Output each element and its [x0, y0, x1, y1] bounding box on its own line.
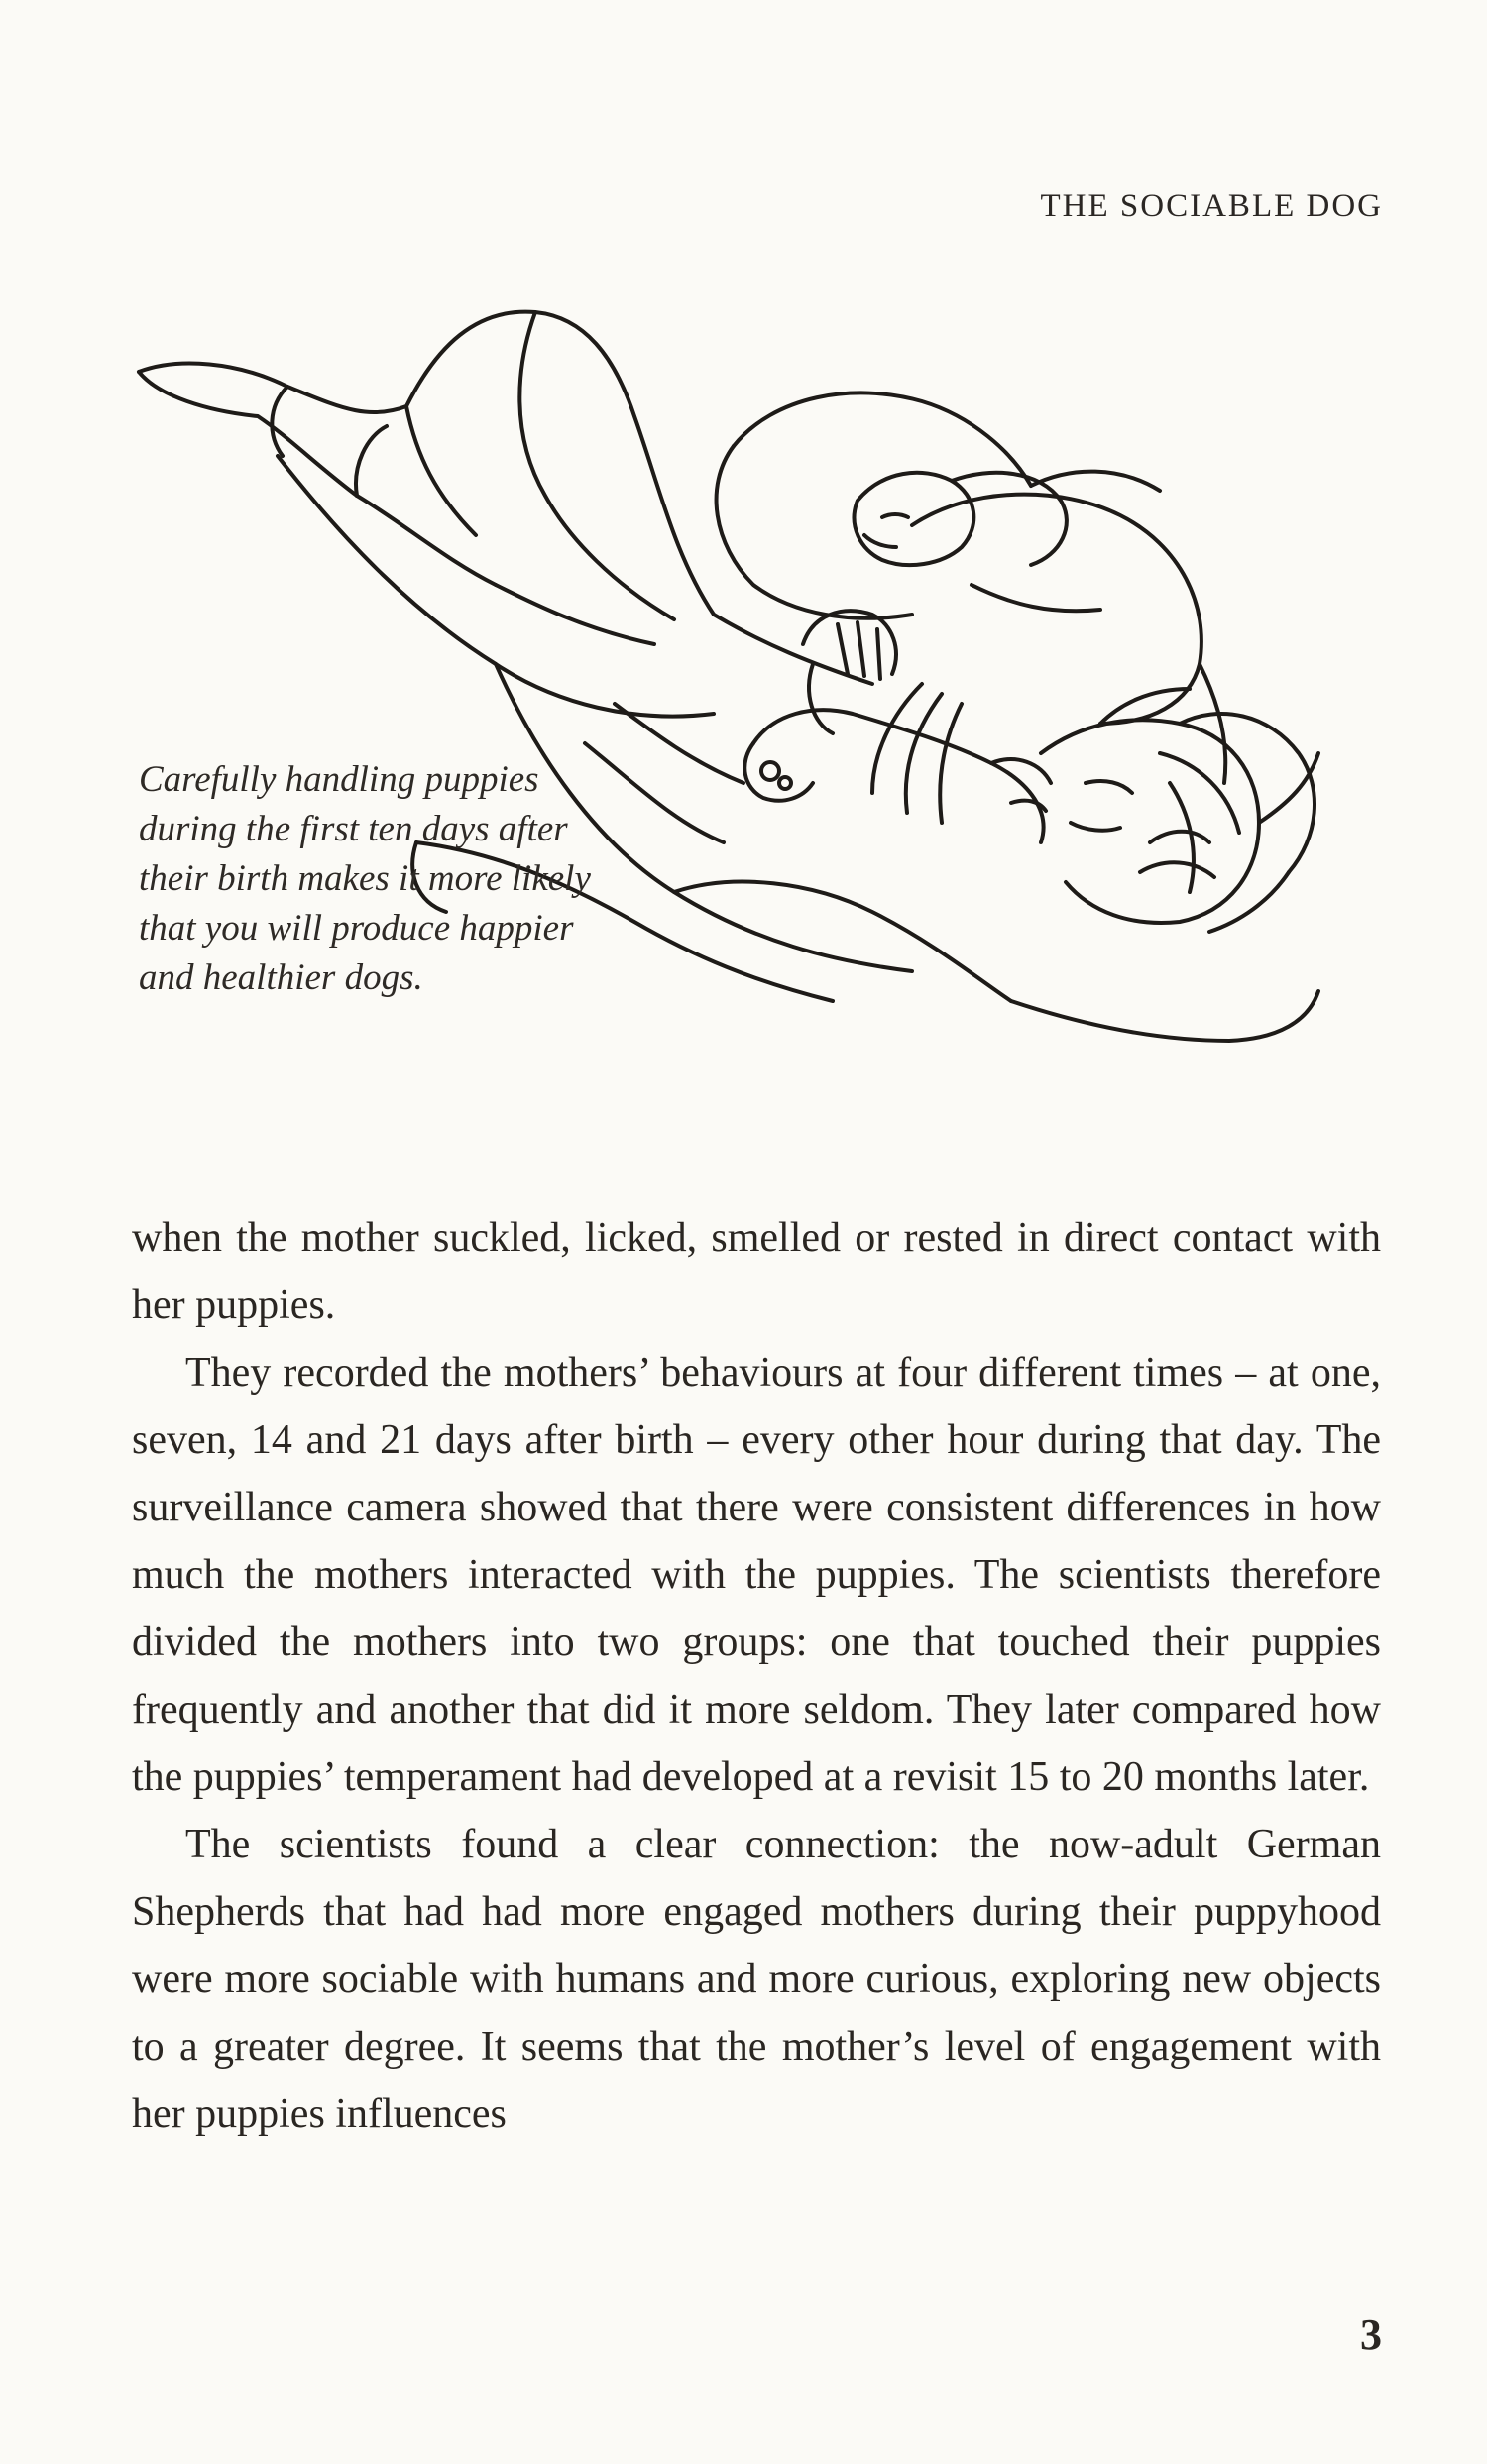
paragraph: The scientists found a clear connection: the now-adult German Shepherds that had had more engaged mothers during their puppyhood were more sociable with humans and more curious, exploring new objects to a greater degree. It seems that the mother’s level of engagement with her puppies influences [132, 1822, 1381, 2137]
body-text [132, 1204, 1381, 2148]
page-number: 3 [1360, 2310, 1382, 2359]
paragraph: when the mother suckled, licked, smelled or rested in direct contact with her puppies. [132, 1215, 1381, 1328]
running-head: THE SOCIABLE DOG [1040, 188, 1383, 224]
figure-caption: Carefully handling puppies during the first ten days after their birth makes it more likely that you will produce happier and healthier dogs. [139, 759, 591, 998]
paragraph: They recorded the mothers’ behaviours at four different times – at one, seven, 14 and 21 days after birth – every other hour during that day. The surveillance camera showed that there were consistent differences in how much the mothers interacted with the puppies. The scientists therefore divided the mothers into two groups: one that touched their puppies frequently and another that did it more seldom. They later compared how the puppies’ temperament had developed at a revisit 15 to 20 months later. [132, 1350, 1381, 1800]
